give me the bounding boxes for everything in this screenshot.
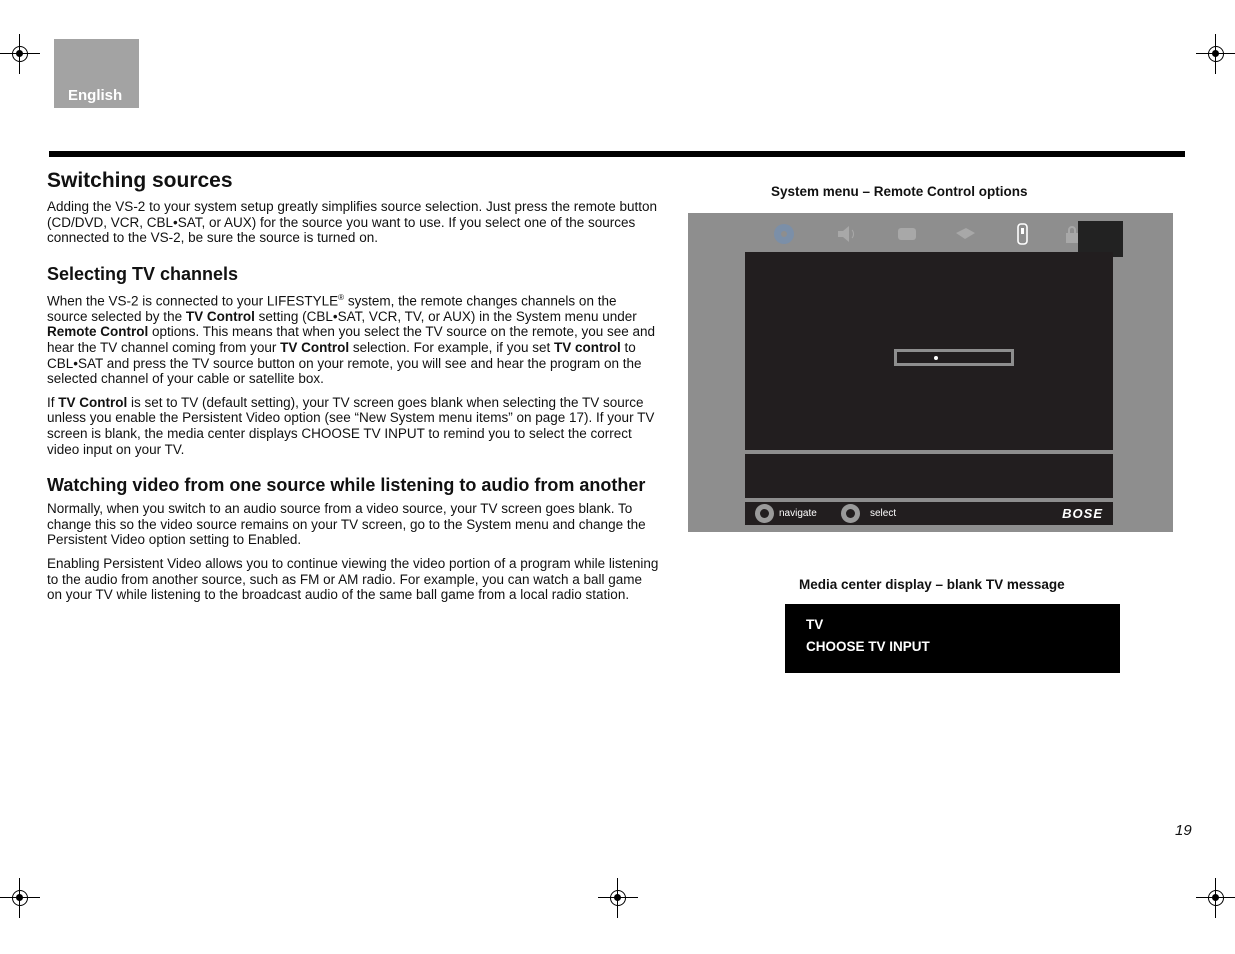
bose-logo: BOSE [1062,506,1103,521]
registration-mark-bottom-left [0,878,40,918]
language-tab [54,39,139,108]
display-icon [896,223,918,245]
navigate-hint: navigate [779,508,817,519]
section-title-selecting-tv-channels: Selecting TV channels [47,263,239,284]
media-center-display [785,604,1120,673]
main-text-column [47,168,659,611]
registration-mark-top-left [0,34,40,74]
media-center-icon [954,223,976,245]
remote-icon [1011,223,1033,245]
lock-icon [1061,223,1083,245]
menu-nav-bar [745,502,1113,525]
system-menu-screenshot [688,213,1173,532]
menu-help-area [745,454,1113,498]
paragraph-switching-sources: Adding the VS-2 to your system setup greatly simplifies source selection. Just press the remote button (CD/DVD, VCR, CBL•SAT, or AUX) for the source you want to use. If you select one of the sources connected to the VS-2, be sure the source is turned on. [47,199,658,246]
paragraph-watching-video-2: Enabling Persistent Video allows you to continue viewing the video portion of a program while listening to the audio from another source, such as FM or AM radio. For example, you can watch a ball game on your TV while listening to the broadcast audio of the same ball game from a local radio station. [47,556,659,603]
page-number: 19 [1175,822,1192,839]
display-line-message: CHOOSE TV INPUT [806,639,930,654]
section-title-switching-sources: Switching sources [47,169,233,192]
navigate-control-icon [755,504,774,523]
tv-control-field [894,349,1014,366]
paragraph-tv-channels-2: If TV Control is set to TV (default setting), your TV screen goes blank when selecting the TV source unless you enable the Persistent Video option (see “New System menu items” on page 17). If your TV screen is blank, the media center displays CHOOSE TV INPUT to remind you to select the correct video input on your TV. [47,394,655,457]
registration-mark-bottom-center [598,878,638,918]
select-control-icon [841,504,860,523]
display-line-source: TV [806,617,824,632]
registration-mark-bottom-right [1196,878,1235,918]
figure-caption-media-center: Media center display – blank TV message [799,577,1065,592]
select-hint: select [870,508,897,519]
speaker-icon [835,223,857,245]
paragraph-watching-video-1: Normally, when you switch to an audio source from a video source, your TV screen goes blank. To change this so the video source remains on your TV screen, go to the System menu and change the Persistent Video option setting to Enabled. [47,501,646,548]
section-title-watching-video: Watching video from one source while listening to audio from another [47,475,646,496]
figure-caption-system-menu: System menu – Remote Control options [771,184,1028,199]
registration-mark-top-right [1196,34,1235,74]
header-rule [49,151,1185,157]
paragraph-tv-channels-1: When the VS-2 is connected to your LIFESTYLE® system, the remote changes channels on the source selected by the TV Control setting (CBL•SAT, VCR, TV, or AUX) in the System menu under Remote Control options. This means that when you select the TV source on the remote, you see and hear the TV channel coming from your TV Control selection. For example, if you set TV control to CBL•SAT and press the TV source button on your remote, you will see and hear the program on the selected channel of your cable or satellite box. [47,292,656,387]
disc-icon [773,223,795,245]
language-label: English [68,87,123,104]
cursor-dot [934,356,938,360]
system-menu-icon-bar [768,217,1098,253]
menu-display-area [745,252,1113,450]
